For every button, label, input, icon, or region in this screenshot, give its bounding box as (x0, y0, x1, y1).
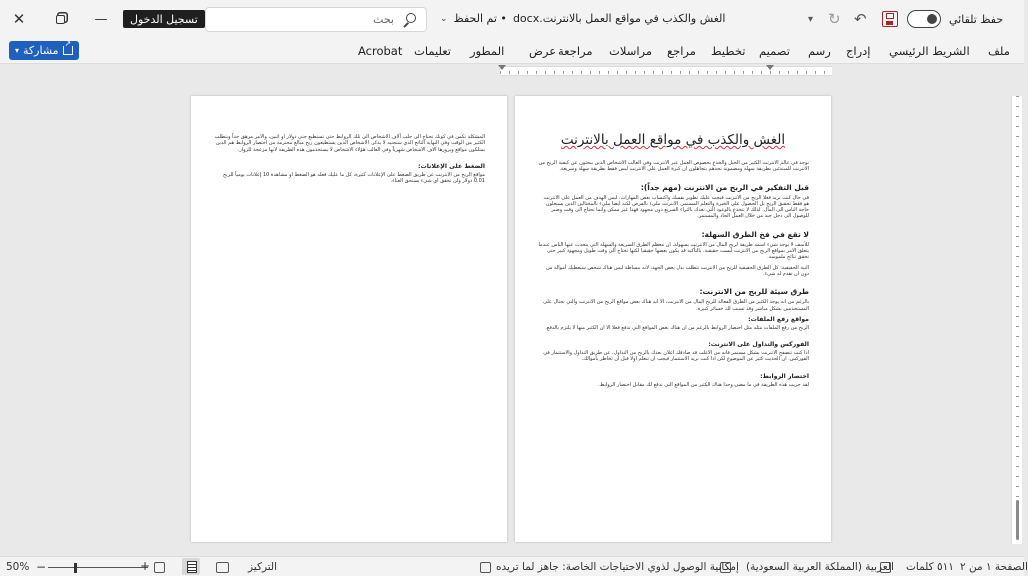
minimize-window-button[interactable] (92, 6, 110, 32)
zoom-slider-thumb[interactable] (74, 563, 77, 573)
print-layout-icon[interactable] (182, 558, 200, 575)
chevron-down-icon: ▾ (808, 13, 814, 25)
section-heading[interactable]: طرق سيئة للربح من الانترنت: (699, 287, 809, 297)
redo-button[interactable] (828, 9, 841, 29)
tab-file[interactable]: ملف (988, 44, 1010, 58)
vertical-ruler[interactable] (1011, 96, 1022, 544)
section-paragraph[interactable]: بالرغم من انه يوجد الكثير من الطرق الفعالة للربح المال من الانترنت، الا انه هناك بعض مواقع الربح من الانترنت والتي تحتال على المستخدمين بشكل مباشر وقد تسبب لك خسائر كبيرة. (543, 299, 809, 312)
tab-developer[interactable]: المطور (470, 44, 505, 58)
close-icon: ✕ (12, 10, 26, 28)
section-paragraph[interactable]: في حال كنت تريد فعلا الربح من الانترنت فيجب عليك تطوير نفسك واكتساب بعض المهارات. ليس الهدف من العمل على الانترنت هو فقط تحقيق الربح بل الحصول على الخبرة والتعلم المستمر. الانترنت مليء بالفرص لكنه ايضا مليء بالمحتالين الذين يستغلون حاجة الناس الى المال. لذلك لا تنخدع بالوعود التي تعدك بالثراء السريع دون مجهود فهذا غير ممكن وانما تحتاج الى وقت وصبر للوصول الى دخل جيد من خلال العمل الجاد والمستمر. (543, 194, 809, 220)
chevron-down-icon: ▾ (15, 46, 20, 55)
section-paragraph[interactable]: المشكلة تكمن في كونك تحتاج الى جلب آلاف الاشخاص الى تلك الروابط حتى تستطيع جني دولار او اثنين، والامر مرهق جداً ويتطلب الكثير من الوقت وفي النهاية الناتج الذي ستجنيه لا يذكر. الاشخاص الذين يستطيعون ربح مبالغ محترمة من اختصار الروابط هم الذين يمتلكون مواقع ويزورها الاف الاشخاص شهرياً وفي الغالب هؤلاء الاشخاص لا يستخدمون هذه الطريقة لانها مزعجة للزوار. (214, 134, 485, 153)
undo-icon: ↶ (854, 10, 867, 28)
zoom-in-button[interactable]: + (140, 559, 151, 573)
zoom-out-button[interactable]: − (36, 560, 47, 574)
accessibility-status[interactable]: إمكانية الوصول لذوي الاحتياجات الخاصة: جاهز لما تريده (496, 561, 739, 573)
search-input[interactable] (244, 13, 394, 26)
subsection-paragraph[interactable]: الربح من رفع الملفات مثله مثل اختصار الروابط بالرغم من ان هناك بعض المواقع التي تدفع فعلا الا ان الكثير منها لا يلتزم بالدفع. (545, 324, 809, 331)
subsection-heading[interactable]: اختصار الروابط: (760, 372, 809, 380)
tab-insert[interactable]: إدراج (846, 44, 871, 58)
web-layout-icon[interactable] (154, 562, 165, 573)
tab-help[interactable]: تعليمات (414, 44, 452, 58)
tab-view[interactable]: عرض (529, 44, 557, 58)
tab-acrobat[interactable]: Acrobat (358, 44, 403, 58)
status-bar (0, 556, 1028, 576)
share-button[interactable] (9, 41, 79, 60)
tab-review[interactable]: مراجعة (558, 44, 593, 58)
search-box[interactable] (205, 7, 427, 32)
subsection-heading[interactable]: الضغط على الإعلانات: (418, 162, 485, 170)
section-paragraph[interactable]: للأسف لا يوجد شيء اسمه طريقة لربح المال من الانترنت بسهولة، ان معظم الطرق السريعة والسهلة التي يتحدث عنها الناس عندما يتعلق الامر بمواقع الربح من الانترنت ليست حقيقية. بالتأكيد قد يكون بعضها حقيقيا لكنها تحتاج الى وقت طويل ومجهود كبير حتى تحقق نتائج ملموسة. (538, 241, 809, 261)
word-count[interactable]: ٥١١ كلمات (906, 561, 954, 573)
share-icon (63, 46, 73, 55)
subsection-paragraph[interactable]: مواقع الربح من الانترنت عن طريق الضغط على الإعلانات كثيرة، كل ما عليك فعله هو الضغط او مشاهدة 10 إعلانات يومياً للربح 0.01 دولار ولن تحقق اي شيء يستحق العناء. (222, 171, 485, 185)
subsection-heading[interactable]: الفوركس والتداول على الانترنت: (708, 341, 809, 349)
close-window-button[interactable] (8, 6, 30, 32)
language-indicator[interactable]: العربية (المملكة العربية السعودية) (746, 561, 894, 573)
chevron-down-icon: ⌄ (440, 13, 448, 24)
customize-quick-access-button[interactable] (808, 9, 813, 29)
autosave-toggle[interactable] (907, 10, 941, 28)
section-heading[interactable]: قبل التفكير في الربح من الانترنت (مهم جداً): (640, 182, 809, 192)
title-bar (0, 0, 1024, 38)
document-heading[interactable]: الغش والكذب في مواقع العمل بالانترنت (560, 132, 786, 148)
share-label: مشاركة (23, 44, 59, 57)
horizontal-ruler[interactable] (500, 66, 832, 76)
save-status: • تم الحفظ (453, 12, 507, 25)
note-paragraph[interactable]: النية الحقيقية: كل الطرق الحقيقية للربح من الانترنت تتطلب بذل بعض الجهد، لانه ببساطة ليس هناك شخص سيعطيك أمواله من دون ان تقدم له شيء. (545, 264, 809, 277)
indent-marker[interactable] (766, 65, 774, 70)
tab-draw[interactable]: رسم (808, 44, 831, 58)
page-2-content[interactable] (213, 134, 485, 194)
restore-window-button[interactable] (50, 6, 70, 32)
vertical-scrollbar[interactable] (1016, 500, 1019, 540)
tab-references[interactable]: مراجع (667, 44, 696, 58)
minimize-icon: — (94, 11, 108, 27)
zoom-level[interactable]: 50% (6, 561, 30, 573)
document-title[interactable] (440, 12, 725, 25)
focus-button[interactable]: التركيز (248, 561, 278, 573)
read-mode-icon[interactable] (216, 562, 229, 573)
page-1-content[interactable] (537, 132, 809, 398)
tab-home[interactable]: الشريط الرئيسي (889, 44, 970, 58)
page-count[interactable]: الصفحة ١ من ٢ (960, 561, 1028, 573)
accessibility-icon (480, 562, 491, 573)
subsection-paragraph[interactable]: لقد جربت هذه الطريقة في ما مضى وجدا هناك الكثير من المواقع التي تدفع لك مقابل اختصار الروابط. (598, 381, 809, 388)
zoom-slider[interactable] (48, 567, 148, 568)
document-page-1[interactable] (515, 96, 831, 542)
undo-button[interactable] (854, 9, 867, 29)
subsection-paragraph[interactable]: اذا كنت تتصفح الانترنت بشكل مستمر فانه من الاغلب قد صادفك اعلان يعدك بالربح من التداول، عن طريق التداول والاستثمار في الفوركس. ان الحديث كثير عن الموضوع لكن اذا كنت تريد الاستثمار فيجب ان تتعلم اولا قبل ان تخاطر بأموالك. (543, 350, 809, 363)
save-icon[interactable] (882, 11, 898, 27)
tab-design[interactable]: تصميم (759, 44, 790, 58)
subsection-heading[interactable]: مواقع رفع الملفات: (748, 315, 809, 323)
ribbon-tabs (0, 38, 1024, 64)
indent-marker[interactable] (498, 65, 506, 70)
tab-layout[interactable]: تخطيط (711, 44, 746, 58)
restore-icon (56, 15, 65, 24)
tab-mailings[interactable]: مراسلات (609, 44, 653, 58)
document-page-2[interactable] (191, 96, 507, 542)
autosave-control[interactable] (907, 10, 1003, 28)
intro-paragraph[interactable]: توجد في عالم الانترنت الكثير من الحيل والخدع بخصوص العمل عبر الانترنت وفي الغالب الاشخاص الذين يبحثون عن كيفية الربح من الانترنت للمبتدئين بطريقة سهلة ومضمونة تجدهم يتجاهلون ان كبرة العمل على الانترنت ليس فقط بطريقة سهلة وسريعة. (538, 160, 809, 173)
sign-in-button[interactable]: تسجيل الدخول (123, 10, 205, 28)
document-name: الغش والكذب في مواقع العمل بالانترنت.docx (512, 12, 726, 25)
redo-icon: ↻ (828, 10, 841, 28)
autosave-label: حفظ تلقائي (949, 12, 1004, 26)
section-heading[interactable]: لا تقع في فخ الطرق السهلة: (701, 229, 809, 239)
search-icon (402, 13, 416, 27)
